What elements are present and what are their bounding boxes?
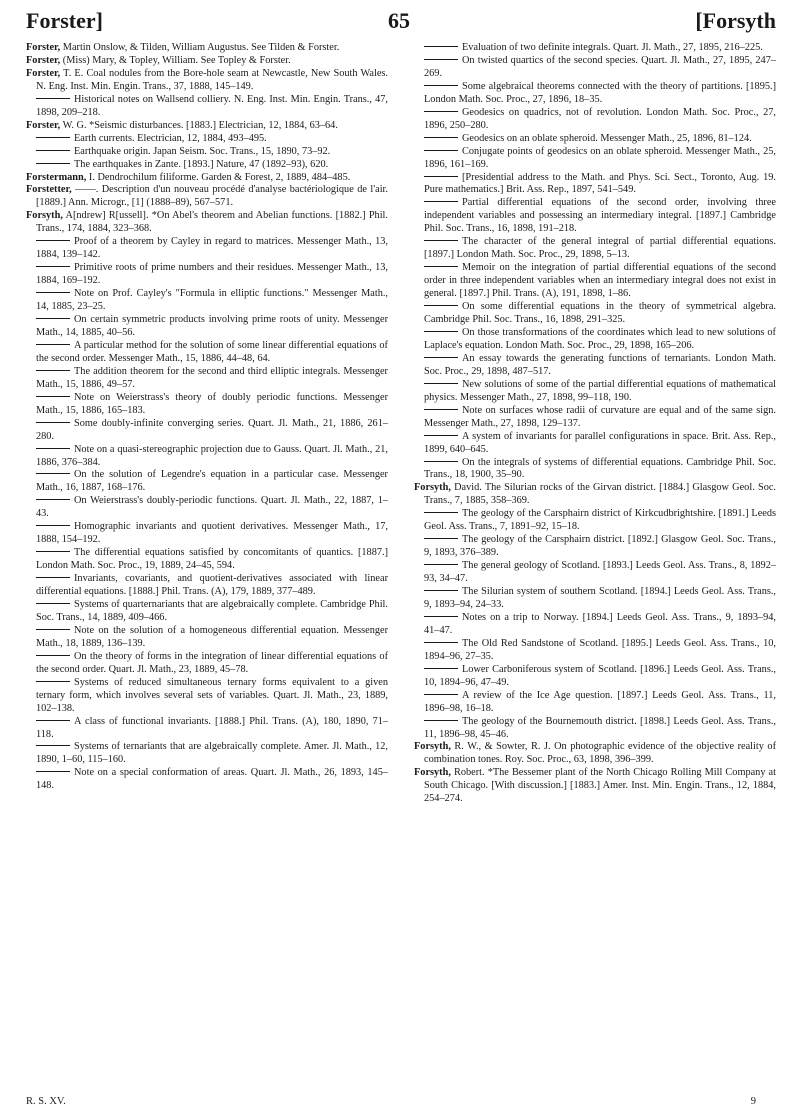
entry-text: An essay towards the generating functions of ternariants. London Math. Soc. Proc., 29, 1898, 487–517. (424, 352, 776, 377)
ditto-dash (36, 292, 70, 293)
ditto-dash (424, 266, 458, 267)
bibliography-entry (414, 262, 776, 301)
entry-text: On certain symmetric products involving prime roots of unity. Messenger Math., 14, 1885, 40–56. (36, 314, 388, 338)
entry-text: Lower Carboniferous system of Scotland. [1896.] Leeds Geol. Ass. Trans., 10, 1894–96, 47–49. (424, 663, 776, 688)
entry-text: The character of the general integral of partial differential equations. [1897.] London Math. Soc. Proc., 29, 1898, 5–13. (424, 236, 776, 261)
bibliography-entry (414, 405, 776, 431)
ditto-dash (424, 694, 458, 695)
bibliography-entry (414, 560, 776, 586)
entry-text: Memoir on the integration of partial differential equations of the second order in three independent variables when an intermediary integral does not exist in general. [1897.] Phil. Trans. (A), 191, 1898, 1–86. (424, 262, 776, 300)
entry-text: The geology of the Bournemouth district. [1898.] Leeds Geol. Ass. Trans., 11, 1896–98, 45–46. (424, 715, 776, 740)
bibliography-entry (414, 508, 776, 534)
entry-text: Robert. *The Bessemer plant of the North Chicago Rolling Mill Company at South Chicago. [With discussion.] [1883.] Amer. Inst. Min. Engin. Trans., 12, 1884, 254–274. (424, 767, 776, 805)
bibliography-entry (26, 288, 388, 314)
ditto-dash (36, 98, 70, 99)
bibliography-entry (414, 55, 776, 81)
page-number: 65 (388, 8, 410, 33)
bibliography-entry (414, 301, 776, 327)
bibliography-entry (414, 146, 776, 172)
bibliography-entry (414, 379, 776, 405)
entry-text: Proof of a theorem by Cayley in regard to matrices. Messenger Math., 13, 1884, 139–142. (36, 236, 388, 261)
ditto-dash (36, 240, 70, 241)
ditto-dash (424, 111, 458, 112)
entry-text: On twisted quartics of the second species. Quart. Jl. Math., 27, 1895, 247–269. (424, 54, 776, 79)
bibliography-entry (26, 573, 388, 599)
ditto-dash (424, 642, 458, 643)
bibliography-entry (414, 716, 776, 742)
ditto-dash (424, 201, 458, 202)
ditto-dash (424, 137, 458, 138)
bibliography-entry (26, 120, 388, 133)
entry-text: Note on surfaces whose radii of curvature are equal and of the same sign. Messenger Math., 27, 1898, 129–137. (424, 404, 776, 429)
entry-text: New solutions of some of the partial differential equations of mathematical physics. Messenger Math., 27, 1898, 99–118, 190. (424, 378, 776, 403)
entry-text: The earthquakes in Zante. [1893.] Nature, 47 (1892–93), 620. (74, 158, 329, 170)
entry-author: Forster, (26, 67, 61, 79)
entry-text: Note on the solution of a homogeneous differential equation. Messenger Math., 18, 1889, 136–139. (36, 624, 388, 649)
bibliography-entry (414, 353, 776, 379)
ditto-dash (36, 396, 70, 397)
ditto-dash (36, 473, 70, 474)
bibliography-entry (26, 42, 388, 55)
ditto-dash (36, 422, 70, 423)
bibliography-entry (26, 94, 388, 120)
entry-author: Forster, (26, 54, 61, 66)
ditto-dash (424, 435, 458, 436)
entry-text: A class of functional invariants. [1888.] Phil. Trans. (A), 180, 1890, 71–118. (36, 715, 388, 740)
ditto-dash (36, 655, 70, 656)
bibliography-entry (414, 690, 776, 716)
entry-author: Forstetter, (26, 184, 72, 196)
entry-text: Homographic invariants and quotient derivatives. Messenger Math., 17, 1888, 154–192. (36, 521, 388, 546)
entry-text: W. G. *Seismic disturbances. [1883.] Electrician, 12, 1884, 63–64. (60, 119, 338, 131)
ditto-dash (36, 577, 70, 578)
bibliography-entry (26, 521, 388, 547)
entry-text: The general geology of Scotland. [1893.] Leeds Geol. Ass. Trans., 8, 1892–93, 34–47. (424, 560, 776, 585)
entry-text: Primitive roots of prime numbers and their residues. Messenger Math., 13, 1884, 169–192. (36, 262, 388, 287)
ditto-dash (36, 745, 70, 746)
bibliography-entry (26, 741, 388, 767)
entry-text: T. E. Coal nodules from the Bore-hole seam at Newcastle, New South Wales. N. Eng. Inst. Min. Engin. Trans., 37, 1888, 145–149. (36, 67, 388, 92)
ditto-dash (424, 461, 458, 462)
ditto-dash (36, 163, 70, 164)
entry-author: Forstermann, (26, 171, 87, 183)
entry-author: Forsyth, (414, 482, 451, 494)
bibliography-entry (26, 340, 388, 366)
bibliography-entry (26, 547, 388, 573)
entry-text: Note on a special conformation of areas. Quart. Jl. Math., 26, 1893, 145–148. (36, 767, 388, 792)
entry-text: Notes on a trip to Norway. [1894.] Leeds Geol. Ass. Trans., 9, 1893–94, 41–47. (424, 611, 776, 636)
ditto-dash (424, 331, 458, 332)
ditto-dash (36, 137, 70, 138)
entry-text: [Presidential address to the Math. and Phys. Sci. Sect., Toronto, Aug. 19. Pure mathematics.] Brit. Ass. Rep., 1897, 541–549. (424, 171, 776, 196)
bibliography-entry (26, 599, 388, 625)
ditto-dash (36, 629, 70, 630)
entry-text: Martin Onslow, & Tilden, William Augustus. See Tilden & Forster. (60, 42, 340, 53)
bibliography-entry (414, 482, 776, 508)
bibliography-entry (26, 716, 388, 742)
bibliography-entry (26, 236, 388, 262)
ditto-dash (424, 616, 458, 617)
footer-signature: 9 (750, 1096, 756, 1107)
ditto-dash (424, 150, 458, 151)
ditto-dash (36, 771, 70, 772)
ditto-dash (424, 720, 458, 721)
entry-text: Systems of quarternariants that are algebraically complete. Cambridge Phil. Soc. Trans., 14, 1889, 409–466. (36, 598, 388, 623)
entry-text: Note on Prof. Cayley's "Formula in elliptic functions." Messenger Math., 14, 1885, 23–25. (36, 288, 388, 313)
bibliography-entry (26, 314, 388, 340)
bibliography-entry (26, 366, 388, 392)
entry-text: Geodesics on an oblate spheroid. Messenger Math., 25, 1896, 81–124. (462, 132, 752, 144)
entry-text: The geology of the Carsphairn district of Kirkcudbrightshire. [1891.] Leeds Geol. Ass. Trans., 7, 1891–92, 15–18. (424, 508, 776, 533)
entry-text: On Weierstrass's doubly-periodic functions. Quart. Jl. Math., 22, 1887, 1–43. (36, 495, 388, 520)
ditto-dash (424, 46, 458, 47)
ditto-dash (36, 525, 70, 526)
entry-text: The geology of the Carsphairn district. [1892.] Glasgow Geol. Soc. Trans., 9, 1893, 376–389. (424, 534, 776, 559)
ditto-dash (424, 85, 458, 86)
entry-text: Systems of ternariants that are algebraically complete. Amer. Jl. Math., 12, 1890, 1–60, 115–160. (36, 741, 388, 766)
ditto-dash (36, 681, 70, 682)
right-column (414, 42, 776, 806)
entry-text: R. W., & Sowter, R. J. On photographic evidence of the objective reality of combination tones. Roy. Soc. Proc., 63, 1898, 396–399. (424, 741, 776, 766)
ditto-dash (36, 150, 70, 151)
entry-text: David. The Silurian rocks of the Girvan district. [1884.] Glasgow Geol. Soc. Trans., 7, 1885, 358–369. (424, 482, 776, 507)
entry-text: Conjugate points of geodesics on an oblate spheroid. Messenger Math., 25, 1896, 161–169. (424, 145, 776, 170)
bibliography-entry (26, 651, 388, 677)
ditto-dash (36, 266, 70, 267)
entry-text: Some algebraical theorems connected with the theory of partitions. [1895.] London Math. Soc. Proc., 27, 1896, 18–35. (424, 80, 776, 105)
bibliography-entry (414, 42, 776, 55)
bibliography-entry (26, 133, 388, 146)
bibliography-entry (26, 418, 388, 444)
entry-text: A particular method for the solution of some linear differential equations of the second order. Messenger Math., 15, 1886, 44–48, 64. (36, 339, 388, 364)
bibliography-entry (414, 197, 776, 236)
entry-text: On the integrals of systems of differential equations. Cambridge Phil. Soc. Trans., 18, 1900, 35–90. (424, 456, 776, 481)
entry-text: (Miss) Mary, & Topley, William. See Topley & Forster. (60, 54, 291, 66)
ditto-dash (424, 564, 458, 565)
ditto-dash (424, 59, 458, 60)
entry-text: Earthquake origin. Japan Seism. Soc. Trans., 15, 1890, 73–92. (74, 145, 331, 157)
bibliography-entry (26, 184, 388, 210)
ditto-dash (36, 720, 70, 721)
bibliography-entry (26, 495, 388, 521)
bibliography-entry (26, 159, 388, 172)
entry-text: On those transformations of the coordinates which lead to new solutions of Laplace's equation. London Math. Soc. Proc., 29, 1898, 165–206. (424, 326, 776, 351)
entry-text: ——. Description d'un nouveau procédé d'analyse bactériologique de l'air. [1889.] Ann. Microgr., [1] (1888–89), 567–571. (36, 184, 388, 209)
entry-text: Geodesics on quadrics, not of revolution. London Math. Soc. Proc., 27, 1896, 250–280. (424, 106, 776, 131)
bibliography-entry (414, 172, 776, 198)
ditto-dash (424, 383, 458, 384)
entry-text: I. Dendrochilum filiforme. Garden & Forest, 2, 1889, 484–485. (86, 171, 351, 183)
bibliography-entry (414, 741, 776, 767)
entry-text: Note on a quasi-stereographic projection due to Gauss. Quart. Jl. Math., 21, 1886, 376–384. (36, 443, 388, 468)
left-column (26, 42, 388, 806)
entry-text: On the solution of Legendre's equation in a particular case. Messenger Math., 16, 1887, 168–176. (36, 469, 388, 494)
entry-text: On some differential equations in the theory of symmetrical algebra. Cambridge Phil. Soc. Trans., 16, 1898, 291–325. (424, 301, 776, 326)
entry-text: The Silurian system of southern Scotland. [1894.] Leeds Geol. Ass. Trans., 9, 1893–94, 24–33. (424, 586, 776, 610)
ditto-dash (36, 344, 70, 345)
entry-text: A system of invariants for parallel configurations in space. Brit. Ass. Rep., 1899, 640–645. (424, 430, 776, 455)
bibliography-entry (414, 534, 776, 560)
bibliography-entry (26, 392, 388, 418)
bibliography-entry (26, 210, 388, 236)
entry-text: On the theory of forms in the integration of linear differential equations of the second order. Quart. Jl. Math., 23, 1889, 45–78. (36, 650, 388, 675)
bibliography-entry (26, 146, 388, 159)
bibliography-entry (414, 81, 776, 107)
bibliography-entry (26, 262, 388, 288)
bibliography-entry (26, 677, 388, 716)
ditto-dash (36, 603, 70, 604)
ditto-dash (424, 176, 458, 177)
ditto-dash (424, 590, 458, 591)
entry-text: Evaluation of two definite integrals. Quart. Jl. Math., 27, 1895, 216–225. (462, 42, 763, 53)
bibliography-entry (414, 107, 776, 133)
ditto-dash (36, 318, 70, 319)
bibliography-entry (26, 444, 388, 470)
entry-author: Forster, (26, 42, 61, 53)
bibliography-entry (414, 431, 776, 457)
entry-text: Historical notes on Wallsend colliery. N. Eng. Inst. Min. Engin. Trans., 47, 1898, 209–218. (36, 93, 388, 118)
entry-text: Earth currents. Electrician, 12, 1884, 493–495. (74, 132, 267, 144)
entry-text: Some doubly-infinite converging series. Quart. Jl. Math., 21, 1886, 261–280. (36, 417, 388, 442)
entry-text: The addition theorem for the second and third elliptic integrals. Messenger Math., 15, 1886, 49–57. (36, 365, 388, 390)
ditto-dash (424, 538, 458, 539)
entry-text: Invariants, covariants, and quotient-derivatives associated with linear differential equations. [1888.] Phil. Trans. (A), 179, 1889, 377–489. (36, 573, 388, 598)
footer-volume-label: R. S. XV. (26, 1096, 66, 1107)
ditto-dash (424, 409, 458, 410)
ditto-dash (424, 240, 458, 241)
entry-text: A review of the Ice Age question. [1897.] Leeds Geol. Ass. Trans., 11, 1896–98, 16–18. (424, 689, 776, 714)
bibliography-entry (414, 586, 776, 612)
bibliography-entry (414, 638, 776, 664)
bibliography-entry (414, 236, 776, 262)
header-left-running-head: Forster] (26, 8, 103, 33)
bibliography-entry (414, 767, 776, 806)
header-right-running-head: [Forsyth (695, 8, 776, 33)
ditto-dash (424, 512, 458, 513)
bibliography-entry (26, 625, 388, 651)
bibliography-entry (26, 469, 388, 495)
bibliography-entry (26, 68, 388, 94)
bibliography-entry (414, 133, 776, 146)
bibliography-entry (414, 457, 776, 483)
entry-columns (26, 42, 776, 806)
ditto-dash (36, 551, 70, 552)
entry-text: Systems of reduced simultaneous ternary forms equivalent to a given ternary form, which involves several sets of variables. Quart. Jl. Math., 23, 1889, 102–138. (36, 676, 388, 714)
entry-text: Partial differential equations of the second order, involving three independent variables and possessing an intermediary integral. [1897.] Cambridge Phil. Soc. Trans., 16, 1898, 191–218. (424, 197, 776, 235)
entry-author: Forster, (26, 119, 61, 131)
bibliography-entry (414, 612, 776, 638)
ditto-dash (36, 499, 70, 500)
ditto-dash (36, 448, 70, 449)
entry-text: The Old Red Sandstone of Scotland. [1895.] Leeds Geol. Ass. Trans., 10, 1894–96, 27–35. (424, 637, 776, 662)
ditto-dash (424, 357, 458, 358)
bibliography-entry (414, 664, 776, 690)
bibliography-entry (414, 327, 776, 353)
bibliography-entry (26, 55, 388, 68)
entry-author: Forsyth, (414, 767, 451, 779)
ditto-dash (424, 305, 458, 306)
ditto-dash (424, 668, 458, 669)
entry-author: Forsyth, (26, 210, 63, 222)
entry-text: Note on Weierstrass's theory of doubly periodic functions. Messenger Math., 15, 1886, 165–183. (36, 391, 388, 416)
bibliography-entry (26, 767, 388, 793)
ditto-dash (36, 370, 70, 371)
entry-text: A[ndrew] R[ussell]. *On Abel's theorem and Abelian functions. [1882.] Phil. Trans., 174, 1884, 323–368. (36, 210, 388, 235)
page-header (26, 0, 776, 42)
entry-text: The differential equations satisfied by concomitants of quantics. [1887.] London Math. Soc. Proc., 19, 1889, 24–45, 594. (36, 547, 388, 572)
entry-author: Forsyth, (414, 741, 451, 753)
bibliography-entry (26, 172, 388, 185)
